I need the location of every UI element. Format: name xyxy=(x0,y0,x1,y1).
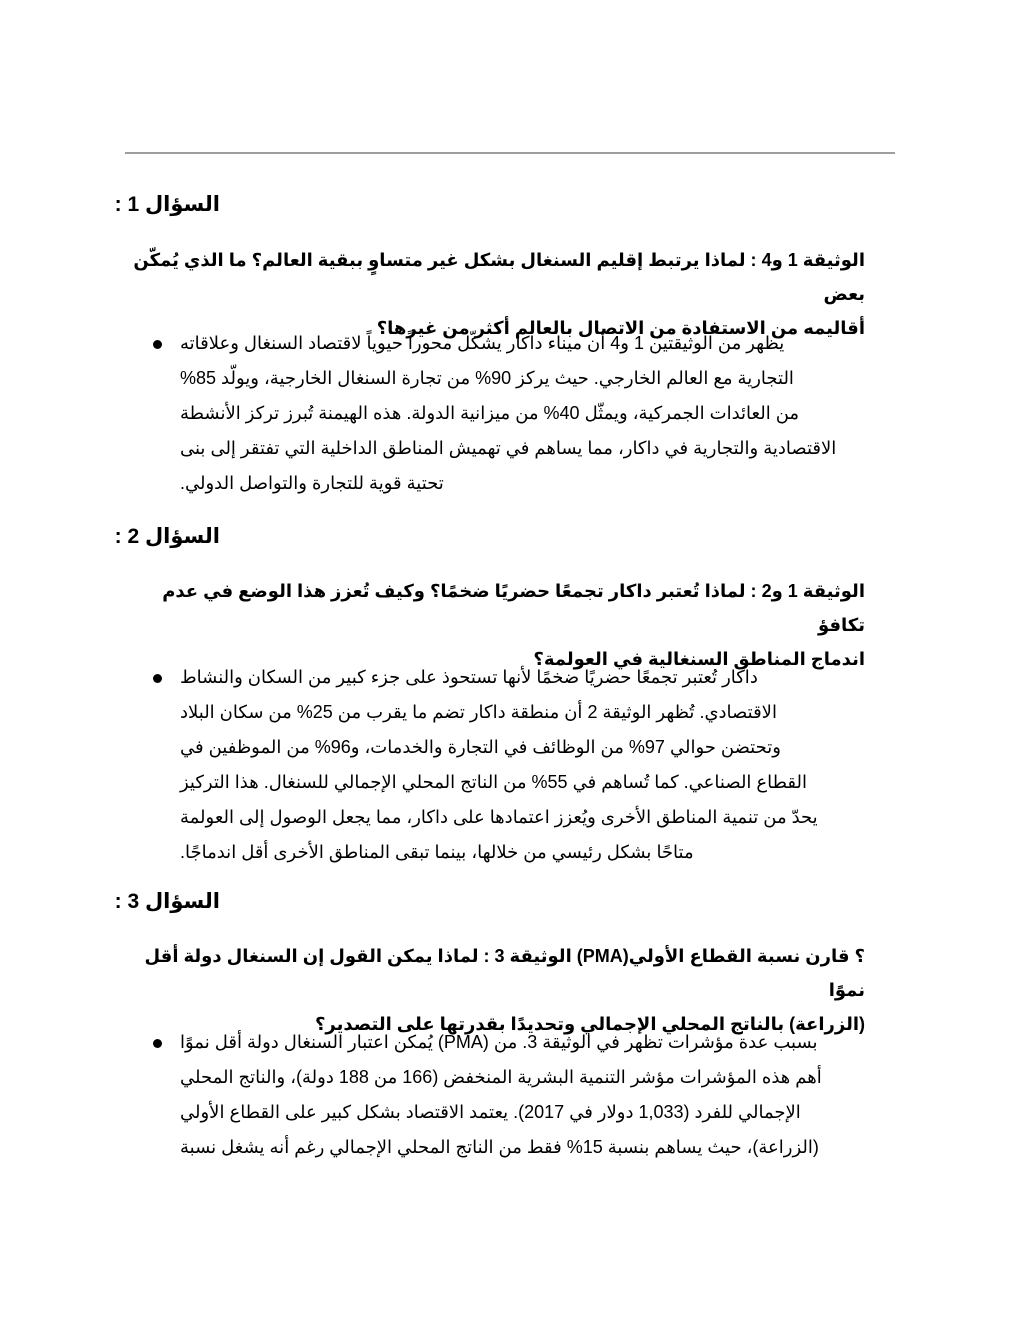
question-3-line: ؟ قارن نسبة القطاع الأولي(PMA) الوثيقة 3 : لماذا يمكن القول إن السنغال دولة أقل نموًا xyxy=(144,946,865,1000)
answer-3-line: أهم هذه المؤشرات مؤشر التنمية البشرية المنخفض (166 من 188 دولة)، والناتج المحلي xyxy=(180,1067,822,1087)
answer-1-line: الاقتصادية والتجارية في داكار، مما يساهم في تهميش المناطق الداخلية التي تفتقر إلى بنى xyxy=(180,438,837,458)
answer-2 xyxy=(150,660,895,870)
bullet-icon xyxy=(153,340,162,349)
answer-2-line: داكار تُعتبر تجمعًا حضريًا ضخمًا لأنها تستحوذ على جزء كبير من السكان والنشاط xyxy=(150,660,895,695)
answer-1-line: تحتية قوية للتجارة والتواصل الدولي. xyxy=(180,473,444,493)
answer-3-line: (الزراعة)، حيث يساهم بنسبة 15% فقط من الناتج المحلي الإجمالي رغم أنه يشغل نسبة xyxy=(180,1137,819,1157)
answer-1-line: من العائدات الجمركية، ويمثّل 40% من ميزانية الدولة. هذه الهيمنة تُبرز تركز الأنشطة xyxy=(180,403,800,423)
horizontal-divider xyxy=(125,152,895,154)
answer-3 xyxy=(150,1025,895,1165)
question-2-line: الوثيقة 1 و2 : لماذا تُعتبر داكار تجمعًا حضريًا ضخمًا؟ وكيف تُعزز هذا الوضع في عدم تكافؤ xyxy=(162,581,865,635)
bullet-icon xyxy=(153,674,162,683)
question-2-line: اندماج المناطق السنغالية في العولمة؟ xyxy=(533,649,865,669)
answer-2-line: القطاع الصناعي. كما تُساهم في 55% من الناتج المحلي الإجمالي للسنغال. هذا التركيز xyxy=(180,772,808,792)
answer-3-line: الإجمالي للفرد (1,033 دولار في 2017). يعتمد الاقتصاد بشكل كبير على القطاع الأولي xyxy=(180,1102,801,1122)
question-3-line: (الزراعة) بالناتج المحلي الإجمالي وتحديدًا بقدرتها على التصدير؟ xyxy=(314,1014,865,1034)
answer-2-line: الاقتصادي. تُظهر الوثيقة 2 أن منطقة داكار تضم ما يقرب من 25% من سكان البلاد xyxy=(180,702,777,722)
bullet-icon xyxy=(153,1039,162,1048)
answer-2-line: وتحتضن حوالي 97% من الوظائف في التجارة والخدمات، و96% من الموظفين في xyxy=(180,737,781,757)
question-1-heading: السؤال 1 : xyxy=(114,193,220,216)
question-3-heading: السؤال 3 : xyxy=(114,890,220,913)
answer-3-line: بسبب عدة مؤشرات تظهر في الوثيقة 3. من (PMA) يُمكن اعتبار السنغال دولة أقل نموًا xyxy=(150,1025,895,1060)
answer-2-line: متاحًا بشكل رئيسي من خلالها، بينما تبقى المناطق الأخرى أقل اندماجًا. xyxy=(180,842,694,862)
question-2-heading: السؤال 2 : xyxy=(114,525,220,548)
answer-1-line: يظهر من الوثيقتين 1 و4 أن ميناء داكار يشكّل محوراً حيوياً لاقتصاد السنغال وعلاقاته xyxy=(150,326,895,361)
question-1-line: الوثيقة 1 و4 : لماذا يرتبط إقليم السنغال بشكل غير متساوٍ ببقية العالم؟ ما الذي يُمكّن بعض xyxy=(133,250,865,304)
answer-1-line: التجارية مع العالم الخارجي. حيث يركز 90% من تجارة السنغال الخارجية، ويولّد 85% xyxy=(180,368,794,388)
answer-1 xyxy=(150,326,895,501)
answer-2-line: يحدّ من تنمية المناطق الأخرى ويُعزز اعتمادها على داكار، مما يجعل الوصول إلى العولمة xyxy=(180,807,818,827)
question-1-line: أقاليمه من الاستفادة من الاتصال بالعالم أكثر من غيرها؟ xyxy=(376,318,865,338)
